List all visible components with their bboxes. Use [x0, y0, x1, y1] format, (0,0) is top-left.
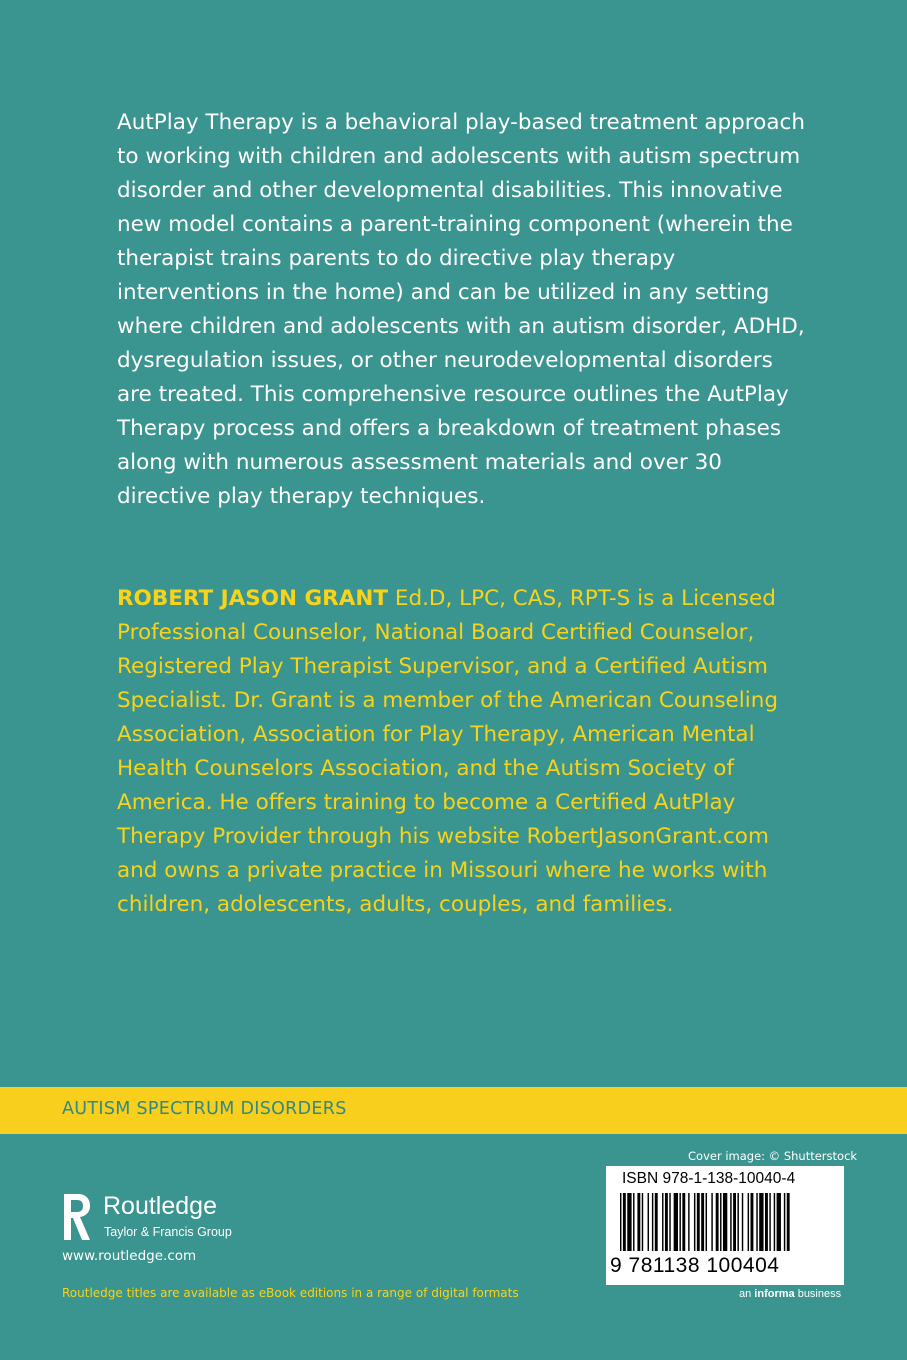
author-bio-text: Ed.D, LPC, CAS, RPT-S is a Licensed Professional Counselor, National Board Certified Counselor, Registered Play Therapist Supervisor, and a Certified Autism Specialist. Dr. Grant is a member of the American Counseling Association, Association for Play Therapy, American Mental Health Counselors Association, and the Autism Society of America. He offers training to become a Certified AutPlay Therapy Provider through his website RobertJasonGrant.com and owns a private practice in Missouri where he works with children, adolescents, adults, couples, and families. — [117, 586, 778, 917]
barcode-bar — [674, 1193, 678, 1251]
barcode-bar — [637, 1193, 640, 1251]
publisher-name: Routledge — [103, 1192, 217, 1220]
barcode-bar — [648, 1193, 649, 1251]
barcode-bar — [774, 1193, 775, 1251]
barcode-icon — [606, 1193, 844, 1255]
publisher-group: Taylor & Francis Group — [104, 1225, 232, 1239]
category-label: AUTISM SPECTRUM DISORDERS — [62, 1099, 347, 1119]
barcode-bar — [777, 1193, 781, 1251]
informa-suffix: business — [794, 1288, 842, 1300]
isbn-label: ISBN 978-1-138-10040-4 — [622, 1170, 796, 1187]
barcode-bar — [682, 1193, 685, 1251]
barcode-bar — [765, 1193, 768, 1251]
cover-credit: Cover image: © Shutterstock — [688, 1149, 858, 1163]
barcode-bar — [751, 1193, 754, 1251]
author-bio — [117, 582, 807, 922]
barcode-bar — [784, 1193, 785, 1251]
barcode-bar — [733, 1193, 736, 1251]
barcode-bar — [694, 1193, 695, 1251]
barcode-bar — [706, 1193, 707, 1251]
barcode-bar — [655, 1193, 658, 1251]
barcode-bar — [716, 1193, 719, 1251]
barcode-bar — [697, 1193, 700, 1251]
barcode-bar — [723, 1193, 727, 1251]
barcode-bar — [652, 1193, 653, 1251]
barcode-bar — [665, 1193, 668, 1251]
publisher-website[interactable]: www.routledge.com — [62, 1248, 197, 1264]
barcode-bar — [620, 1193, 621, 1251]
barcode-bar — [748, 1193, 749, 1251]
barcode-bar — [720, 1193, 721, 1251]
barcode-bar — [633, 1193, 634, 1251]
book-description: AutPlay Therapy is a behavioral play-based treatment approach to working with children and adolescents with autism spectrum disorder and other developmental disabilities. This innovative new model contains a parent-training component (wherein the therapist trains parents to do directive play therapy interventions in the home) and can be utilized in any setting where children and adolescents with an autism disorder, ADHD, dysregulation issues, or other neurodevelopmental disorders are treated. This comprehensive resource outlines the AutPlay Therapy process and offers a breakdown of treatment phases along with numerous assessment materials and over 30 directive play therapy techniques. — [117, 110, 805, 509]
barcode-bar — [737, 1193, 738, 1251]
informa-tagline — [739, 1288, 841, 1300]
routledge-logo-icon — [62, 1192, 92, 1242]
ebook-note: Routledge titles are available as eBook editions in a range of digital formats — [62, 1286, 519, 1300]
barcode-bar — [730, 1193, 731, 1251]
barcode-bar — [701, 1193, 704, 1251]
barcode-bar — [787, 1193, 790, 1251]
barcode-bar — [662, 1193, 663, 1251]
barcode-bar — [742, 1193, 743, 1251]
informa-prefix: an — [739, 1288, 755, 1300]
barcode-bar — [756, 1193, 757, 1251]
barcode-bar — [642, 1193, 643, 1251]
category-band — [0, 1087, 907, 1134]
barcode-bar — [759, 1193, 763, 1251]
isbn-barcode-box — [606, 1166, 844, 1285]
informa-word: informa — [754, 1288, 795, 1300]
barcode-bar — [679, 1193, 680, 1251]
publisher-logo — [62, 1192, 252, 1244]
barcode-bar — [623, 1193, 626, 1251]
isbn-digits: 9 781138 100404 — [610, 1254, 780, 1277]
barcode-bar — [711, 1193, 712, 1251]
barcode-bar — [688, 1193, 689, 1251]
author-name: ROBERT JASON GRANT — [117, 586, 389, 611]
barcode-bar — [627, 1193, 631, 1251]
barcode-bar — [669, 1193, 670, 1251]
barcode-bar — [769, 1193, 770, 1251]
